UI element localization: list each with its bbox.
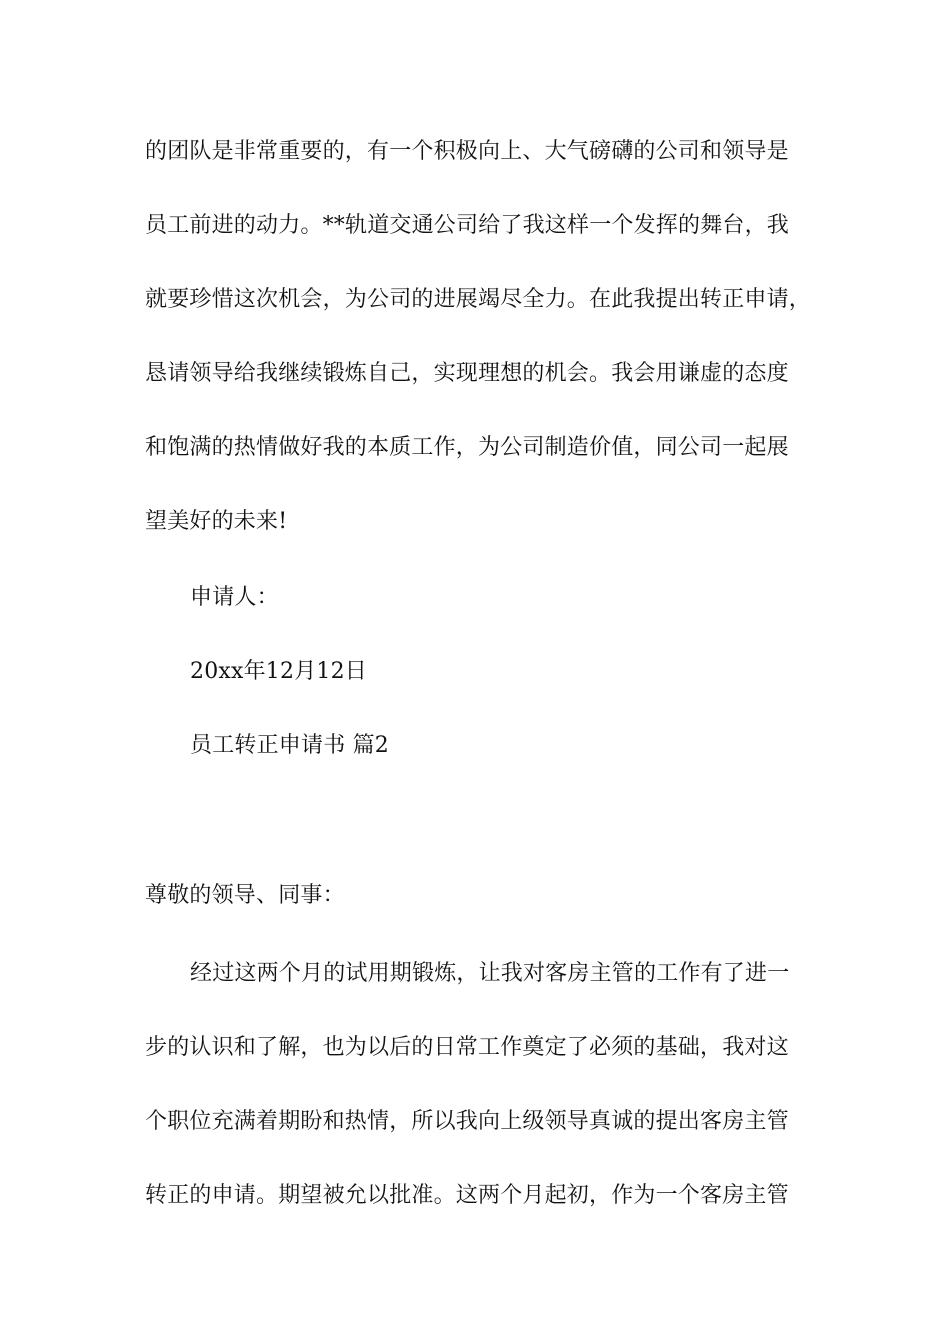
body-text-line: 望美好的未来!: [145, 509, 288, 534]
body-text-line: 转正的申请。期望被允以批准。这两个月起初，作为一个客房主管: [145, 1183, 789, 1208]
body-text-line: 步的认识和了解，也为以后的日常工作奠定了必须的基础，我对这: [145, 1035, 789, 1060]
body-text-line: 个职位充满着期盼和热情，所以我向上级领导真诚的提出客房主管: [145, 1109, 789, 1134]
salutation: 尊敬的领导、同事：: [145, 883, 345, 908]
body-text-line: 经过这两个月的试用期锻炼，让我对客房主管的工作有了进一: [190, 961, 790, 986]
signature-date: 20xx年12月12日: [190, 659, 367, 684]
body-text-line: 员工前进的动力。**轨道交通公司给了我这样一个发挥的舞台，我: [145, 213, 790, 238]
body-text-line: 恳请领导给我继续锻炼自己，实现理想的机会。我会用谦虚的态度: [145, 361, 789, 386]
body-text-line: 就要珍惜这次机会，为公司的进展竭尽全力。在此我提出转正申请，: [145, 287, 812, 312]
body-text-line: 的团队是非常重要的，有一个积极向上、大气磅礴的公司和领导是: [145, 139, 789, 164]
applicant-label: 申请人：: [190, 585, 279, 610]
section-title: 员工转正申请书 篇2: [190, 733, 389, 758]
body-text-line: 和饱满的热情做好我的本质工作，为公司制造价值，同公司一起展: [145, 435, 789, 460]
